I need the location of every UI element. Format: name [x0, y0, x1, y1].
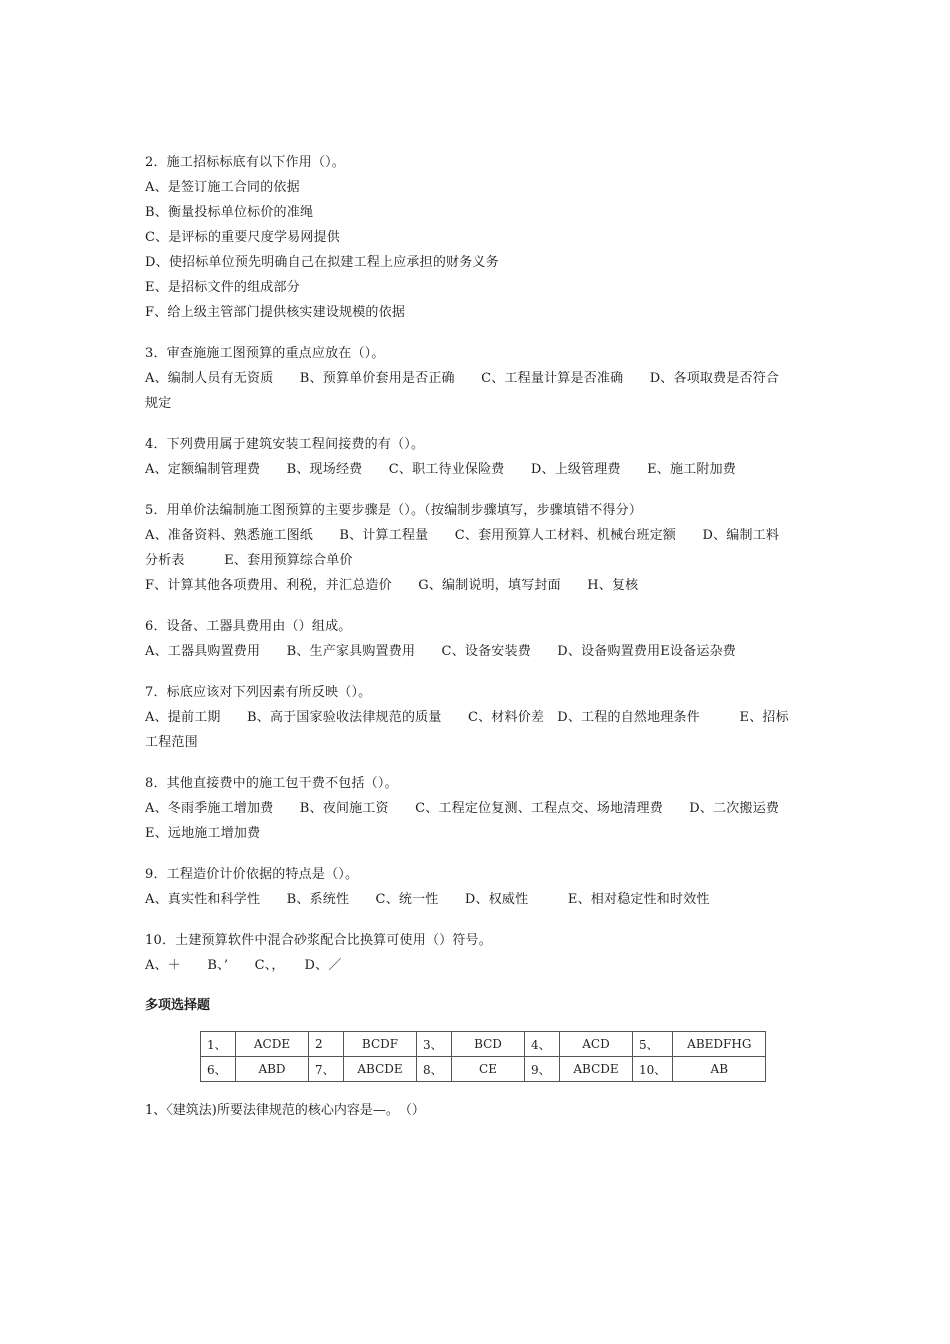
question-option-line: E、是招标文件的组成部分 — [145, 280, 300, 295]
question-block — [145, 150, 805, 325]
question-stem: 10．土建预算软件中混合砂浆配合比换算可使用（）符号。 — [145, 933, 492, 948]
answer-number: 6、 — [201, 1057, 236, 1082]
answer-value: AB — [673, 1057, 766, 1082]
question-option-line: F、计算其他各项费用、利税，并汇总造价 G、编制说明，填写封面 H、复核 — [145, 578, 639, 593]
answer-value: BCDF — [344, 1032, 417, 1057]
section-title: 多项选择题 — [145, 998, 211, 1013]
answer-value: ABEDFHG — [673, 1032, 766, 1057]
answer-number: 5、 — [633, 1032, 673, 1057]
answer-value: BCD — [452, 1032, 525, 1057]
question-block — [145, 432, 805, 482]
question-option-line: 规定 — [145, 396, 172, 411]
answer-number: 9、 — [525, 1057, 560, 1082]
answer-row — [201, 1032, 766, 1057]
question-block — [145, 498, 805, 598]
question-list — [145, 150, 805, 978]
question-block — [145, 614, 805, 664]
question-option-line: A、工器具购置费用 B、生产家具购置费用 C、设备安装费 D、设备购置费用E设备运杂费 — [145, 644, 737, 659]
question-option-line: F、给上级主管部门提供核实建设规模的依据 — [145, 305, 406, 320]
question-option-line: A、真实性和科学性 B、系统性 C、统一性 D、权威性 E、相对稳定性和时效性 — [145, 892, 710, 907]
question-option-line: A、是签订施工合同的依据 — [145, 180, 300, 195]
answer-value: ABCDE — [560, 1057, 633, 1082]
question-option-line: A、冬雨季施工增加费 B、夜间施工资 C、工程定位复测、工程点交、场地清理费 D、二次搬运费 — [145, 801, 780, 816]
question-block — [145, 771, 805, 846]
question-stem: 4．下列费用属于建筑安装工程间接费的有（）。 — [145, 437, 425, 452]
question-option-line: D、使招标单位预先明确自己在拟建工程上应承担的财务义务 — [145, 255, 499, 270]
question-option-line: 工程范围 — [145, 735, 198, 750]
document-content — [145, 150, 805, 1123]
question-option-line: A、＋ B、’ C、， D、／ — [145, 958, 342, 973]
question-stem: 8．其他直接费中的施工包干费不包括（）。 — [145, 776, 398, 791]
trailing-question: 1、〈建筑法)所要法律规范的核心内容是—。 （） — [145, 1103, 425, 1118]
question-stem: 6．设备、工器具费用由（）组成。 — [145, 619, 352, 634]
answer-number: 8、 — [417, 1057, 452, 1082]
question-option-line: A、提前工期 B、高于国家验收法律规范的质量 C、材料价差 D、工程的自然地理条件 E、招标 — [145, 710, 789, 725]
answer-number: 1、 — [201, 1032, 236, 1057]
question-option-line: 分析表 E、套用预算综合单价 — [145, 553, 353, 568]
question-option-line: A、编制人员有无资质 B、预算单价套用是否正确 C、工程量计算是否准确 D、各项取费是否符合 — [145, 371, 780, 386]
question-block — [145, 928, 805, 978]
answer-number: 4、 — [525, 1032, 560, 1057]
answer-number: 7、 — [309, 1057, 344, 1082]
answer-number: 10、 — [633, 1057, 673, 1082]
question-stem: 9．工程造价计价依据的特点是（）。 — [145, 867, 359, 882]
question-option-line: E、远地施工增加费 — [145, 826, 261, 841]
question-stem: 3．审查施施工图预算的重点应放在（）。 — [145, 346, 385, 361]
question-block — [145, 341, 805, 416]
answer-value: ACD — [560, 1032, 633, 1057]
question-block — [145, 680, 805, 755]
question-option-line: B、衡量投标单位标价的准绳 — [145, 205, 314, 220]
question-stem: 5．用单价法编制施工图预算的主要步骤是（）。（按编制步骤填写，步骤填错不得分） — [145, 503, 643, 518]
question-block — [145, 862, 805, 912]
question-stem: 2．施工招标标底有以下作用（）。 — [145, 155, 345, 170]
answer-number: 3、 — [417, 1032, 452, 1057]
question-option-line: C、是评标的重要尺度学易网提供 — [145, 230, 340, 245]
question-option-line: A、定额编制管理费 B、现场经费 C、职工待业保险费 D、上级管理费 E、施工附加费 — [145, 462, 737, 477]
answer-value: CE — [452, 1057, 525, 1082]
answer-value: ABD — [236, 1057, 309, 1082]
answer-number: 2 — [309, 1032, 344, 1057]
answer-value: ABCDE — [344, 1057, 417, 1082]
question-stem: 7．标底应该对下列因素有所反映（）。 — [145, 685, 372, 700]
question-option-line: A、准备资料、熟悉施工图纸 B、计算工程量 C、套用预算人工材料、机械台班定额 D、编制工料 — [145, 528, 780, 543]
answer-row — [201, 1057, 766, 1082]
answer-table — [200, 1031, 766, 1082]
answer-value: ACDE — [236, 1032, 309, 1057]
